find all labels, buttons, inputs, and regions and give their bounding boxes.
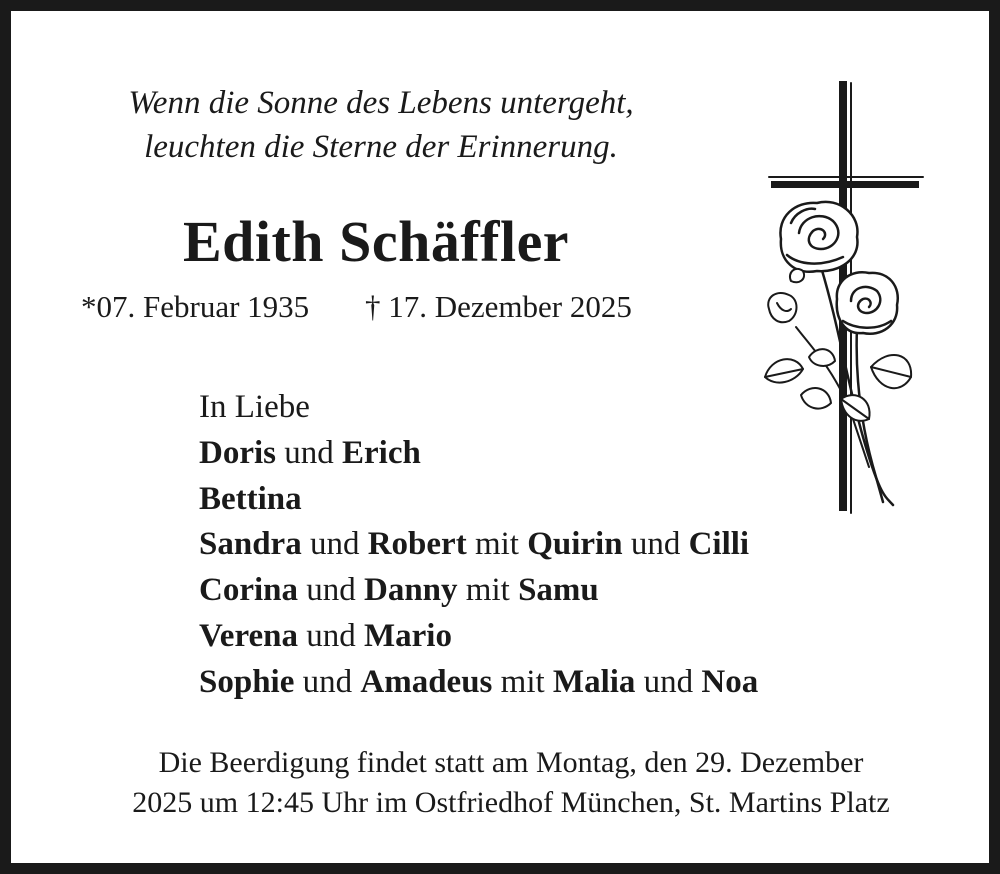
mourner-name: Bettina (199, 480, 302, 517)
connector-text: und (298, 572, 364, 609)
mourner-name: Cilli (688, 526, 750, 563)
mourner-name: Amadeus (360, 663, 493, 700)
connector-text: und (298, 617, 364, 654)
motto-line-2: leuchten die Sterne der Erinnerung. (144, 129, 618, 165)
deceased-name: Edith Schäffler (182, 209, 570, 274)
mourner-name: Samu (518, 572, 599, 609)
mourner-line (199, 568, 758, 614)
mourner-name: Noa (701, 663, 759, 700)
death-date: † 17. Dezember 2025 (365, 289, 632, 324)
motto-line-1: Wenn die Sonne des Lebens untergeht, (128, 85, 634, 121)
mourner-name: Sandra (199, 526, 302, 563)
mourner-name: Doris (199, 434, 276, 471)
mourner-names (199, 431, 758, 706)
birth-date: *07. Februar 1935 (81, 289, 310, 324)
funeral-info (41, 743, 981, 823)
mourner-name: Verena (199, 617, 298, 654)
mourner-name: Corina (199, 572, 298, 609)
connector-text: und (301, 526, 368, 563)
mourner-name: Mario (364, 617, 452, 654)
mourners-intro: In Liebe (199, 389, 310, 425)
mourner-name: Robert (367, 526, 467, 563)
mourner-line (199, 614, 758, 660)
mourner-name: Danny (364, 572, 458, 609)
connector-text: mit (457, 572, 519, 609)
cross-with-roses-icon (751, 77, 931, 527)
funeral-line-2: 2025 um 12:45 Uhr im Ostfriedhof München, St. Martins Platz (132, 786, 890, 819)
mourner-name: Quirin (527, 526, 623, 563)
mourner-name: Erich (342, 434, 421, 471)
mourner-line (199, 522, 758, 568)
mourner-line (199, 431, 758, 477)
mourner-name: Malia (552, 663, 636, 700)
mourner-name: Sophie (199, 663, 295, 700)
connector-text: mit (492, 663, 553, 700)
mourners-list (199, 385, 758, 706)
connector-text: mit (466, 526, 528, 563)
connector-text: und (294, 663, 361, 700)
connector-text: und (276, 434, 342, 471)
mourner-line (199, 660, 758, 706)
funeral-line-1: Die Beerdigung findet statt am Montag, den 29. Dezember (158, 746, 864, 779)
connector-text: und (635, 663, 702, 700)
mourner-line (199, 477, 758, 523)
connector-text: und (622, 526, 689, 563)
